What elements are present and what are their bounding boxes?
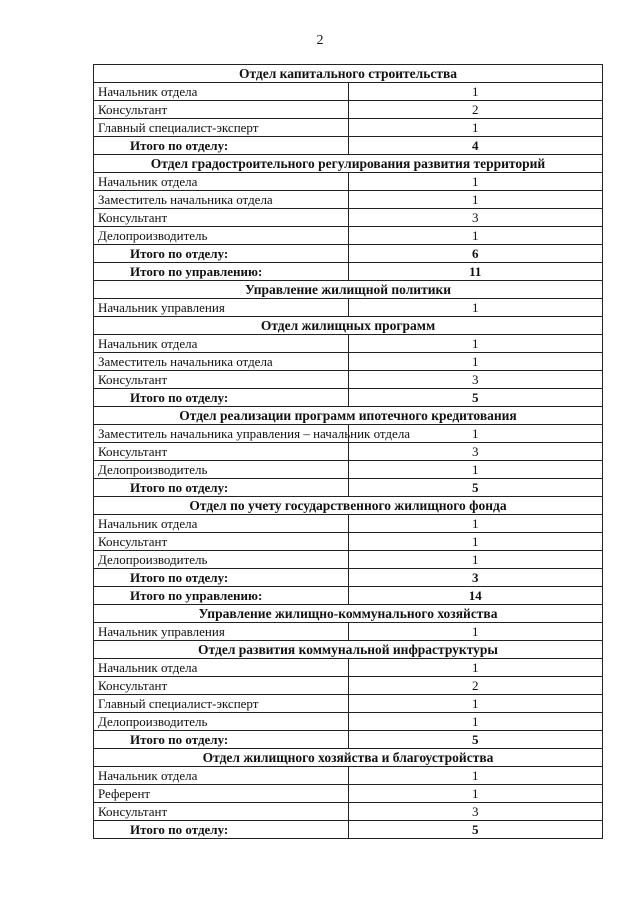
- position-name: Делопроизводитель: [94, 461, 349, 479]
- department-header-row: [94, 605, 603, 623]
- position-name: Консультант: [94, 677, 349, 695]
- position-row: [94, 299, 603, 317]
- total-label: Итого по отделу:: [94, 245, 349, 263]
- position-count: 1: [348, 83, 603, 101]
- position-name: Консультант: [94, 101, 349, 119]
- position-name: Начальник отдела: [94, 83, 349, 101]
- total-label: Итого по отделу:: [94, 389, 349, 407]
- position-name: Делопроизводитель: [94, 713, 349, 731]
- department-header-row: [94, 641, 603, 659]
- total-label: Итого по отделу:: [94, 569, 349, 587]
- total-row: [94, 479, 603, 497]
- department-header-row: [94, 497, 603, 515]
- total-count: 5: [348, 479, 603, 497]
- position-name: Делопроизводитель: [94, 551, 349, 569]
- position-count: 1: [348, 119, 603, 137]
- total-count: 5: [348, 731, 603, 749]
- total-count: 4: [348, 137, 603, 155]
- total-row: [94, 137, 603, 155]
- position-name: Начальник отдела: [94, 767, 349, 785]
- position-row: [94, 83, 603, 101]
- position-count: 1: [348, 785, 603, 803]
- position-row: [94, 173, 603, 191]
- total-count: 5: [348, 821, 603, 839]
- department-title: Отдел капитального строительства: [94, 65, 603, 83]
- position-count: 1: [348, 353, 603, 371]
- position-count: 1: [348, 713, 603, 731]
- position-row: [94, 623, 603, 641]
- position-count: 1: [348, 299, 603, 317]
- total-label: Итого по управлению:: [94, 587, 349, 605]
- position-row: [94, 443, 603, 461]
- total-row: [94, 245, 603, 263]
- position-row: [94, 227, 603, 245]
- position-count: 1: [348, 461, 603, 479]
- position-name: Консультант: [94, 443, 349, 461]
- position-count: 3: [348, 371, 603, 389]
- total-label: Итого по отделу:: [94, 821, 349, 839]
- position-row: [94, 209, 603, 227]
- position-name: Заместитель начальника управления – начальник отдела: [94, 425, 349, 443]
- position-row: [94, 785, 603, 803]
- position-name: Консультант: [94, 209, 349, 227]
- department-header-row: [94, 65, 603, 83]
- total-row: [94, 389, 603, 407]
- position-name: Консультант: [94, 533, 349, 551]
- total-row: [94, 569, 603, 587]
- position-count: 1: [348, 335, 603, 353]
- position-count: 1: [348, 227, 603, 245]
- department-header-row: [94, 281, 603, 299]
- position-name: Начальник управления: [94, 299, 349, 317]
- staffing-table: [93, 64, 603, 839]
- position-row: [94, 659, 603, 677]
- total-label: Итого по отделу:: [94, 479, 349, 497]
- position-count: 2: [348, 101, 603, 119]
- total-label: Итого по отделу:: [94, 731, 349, 749]
- position-count: 1: [348, 425, 603, 443]
- position-count: 1: [348, 551, 603, 569]
- position-name: Начальник отдела: [94, 515, 349, 533]
- position-count: 2: [348, 677, 603, 695]
- position-row: [94, 191, 603, 209]
- position-row: [94, 425, 603, 443]
- position-count: 1: [348, 767, 603, 785]
- position-name: Главный специалист-эксперт: [94, 119, 349, 137]
- total-row: [94, 587, 603, 605]
- staffing-table-body: [94, 65, 603, 839]
- department-header-row: [94, 407, 603, 425]
- position-name: Главный специалист-эксперт: [94, 695, 349, 713]
- page-number: 2: [316, 33, 324, 48]
- department-title: Отдел жилищных программ: [94, 317, 603, 335]
- department-title: Отдел по учету государственного жилищного фонда: [94, 497, 603, 515]
- position-count: 3: [348, 209, 603, 227]
- department-title: Отдел жилищного хозяйства и благоустройства: [94, 749, 603, 767]
- position-row: [94, 335, 603, 353]
- total-row: [94, 731, 603, 749]
- position-row: [94, 353, 603, 371]
- position-name: Начальник отдела: [94, 659, 349, 677]
- total-label: Итого по отделу:: [94, 137, 349, 155]
- position-count: 1: [348, 191, 603, 209]
- position-row: [94, 695, 603, 713]
- position-count: 1: [348, 533, 603, 551]
- total-row: [94, 821, 603, 839]
- department-title: Управление жилищно-коммунального хозяйства: [94, 605, 603, 623]
- total-count: 5: [348, 389, 603, 407]
- position-row: [94, 767, 603, 785]
- position-name: Консультант: [94, 371, 349, 389]
- department-title: Отдел развития коммунальной инфраструктуры: [94, 641, 603, 659]
- position-name: Начальник отдела: [94, 335, 349, 353]
- department-header-row: [94, 155, 603, 173]
- total-row: [94, 263, 603, 281]
- total-count: 11: [348, 263, 603, 281]
- total-count: 14: [348, 587, 603, 605]
- position-row: [94, 533, 603, 551]
- department-header-row: [94, 749, 603, 767]
- position-name: Начальник управления: [94, 623, 349, 641]
- position-row: [94, 371, 603, 389]
- department-header-row: [94, 317, 603, 335]
- position-row: [94, 515, 603, 533]
- position-name: Заместитель начальника отдела: [94, 191, 349, 209]
- position-count: 1: [348, 695, 603, 713]
- total-count: 3: [348, 569, 603, 587]
- position-row: [94, 677, 603, 695]
- position-count: 1: [348, 173, 603, 191]
- position-count: 3: [348, 443, 603, 461]
- position-row: [94, 101, 603, 119]
- position-name: Начальник отдела: [94, 173, 349, 191]
- position-row: [94, 803, 603, 821]
- position-name: Делопроизводитель: [94, 227, 349, 245]
- position-count: 1: [348, 623, 603, 641]
- position-name: Заместитель начальника отдела: [94, 353, 349, 371]
- department-title: Отдел реализации программ ипотечного кредитования: [94, 407, 603, 425]
- position-count: 3: [348, 803, 603, 821]
- position-row: [94, 119, 603, 137]
- department-title: Управление жилищной политики: [94, 281, 603, 299]
- total-count: 6: [348, 245, 603, 263]
- total-label: Итого по управлению:: [94, 263, 349, 281]
- department-title: Отдел градостроительного регулирования развития территорий: [94, 155, 603, 173]
- position-count: 1: [348, 515, 603, 533]
- position-row: [94, 713, 603, 731]
- position-name: Референт: [94, 785, 349, 803]
- position-name: Консультант: [94, 803, 349, 821]
- position-row: [94, 461, 603, 479]
- position-row: [94, 551, 603, 569]
- position-count: 1: [348, 659, 603, 677]
